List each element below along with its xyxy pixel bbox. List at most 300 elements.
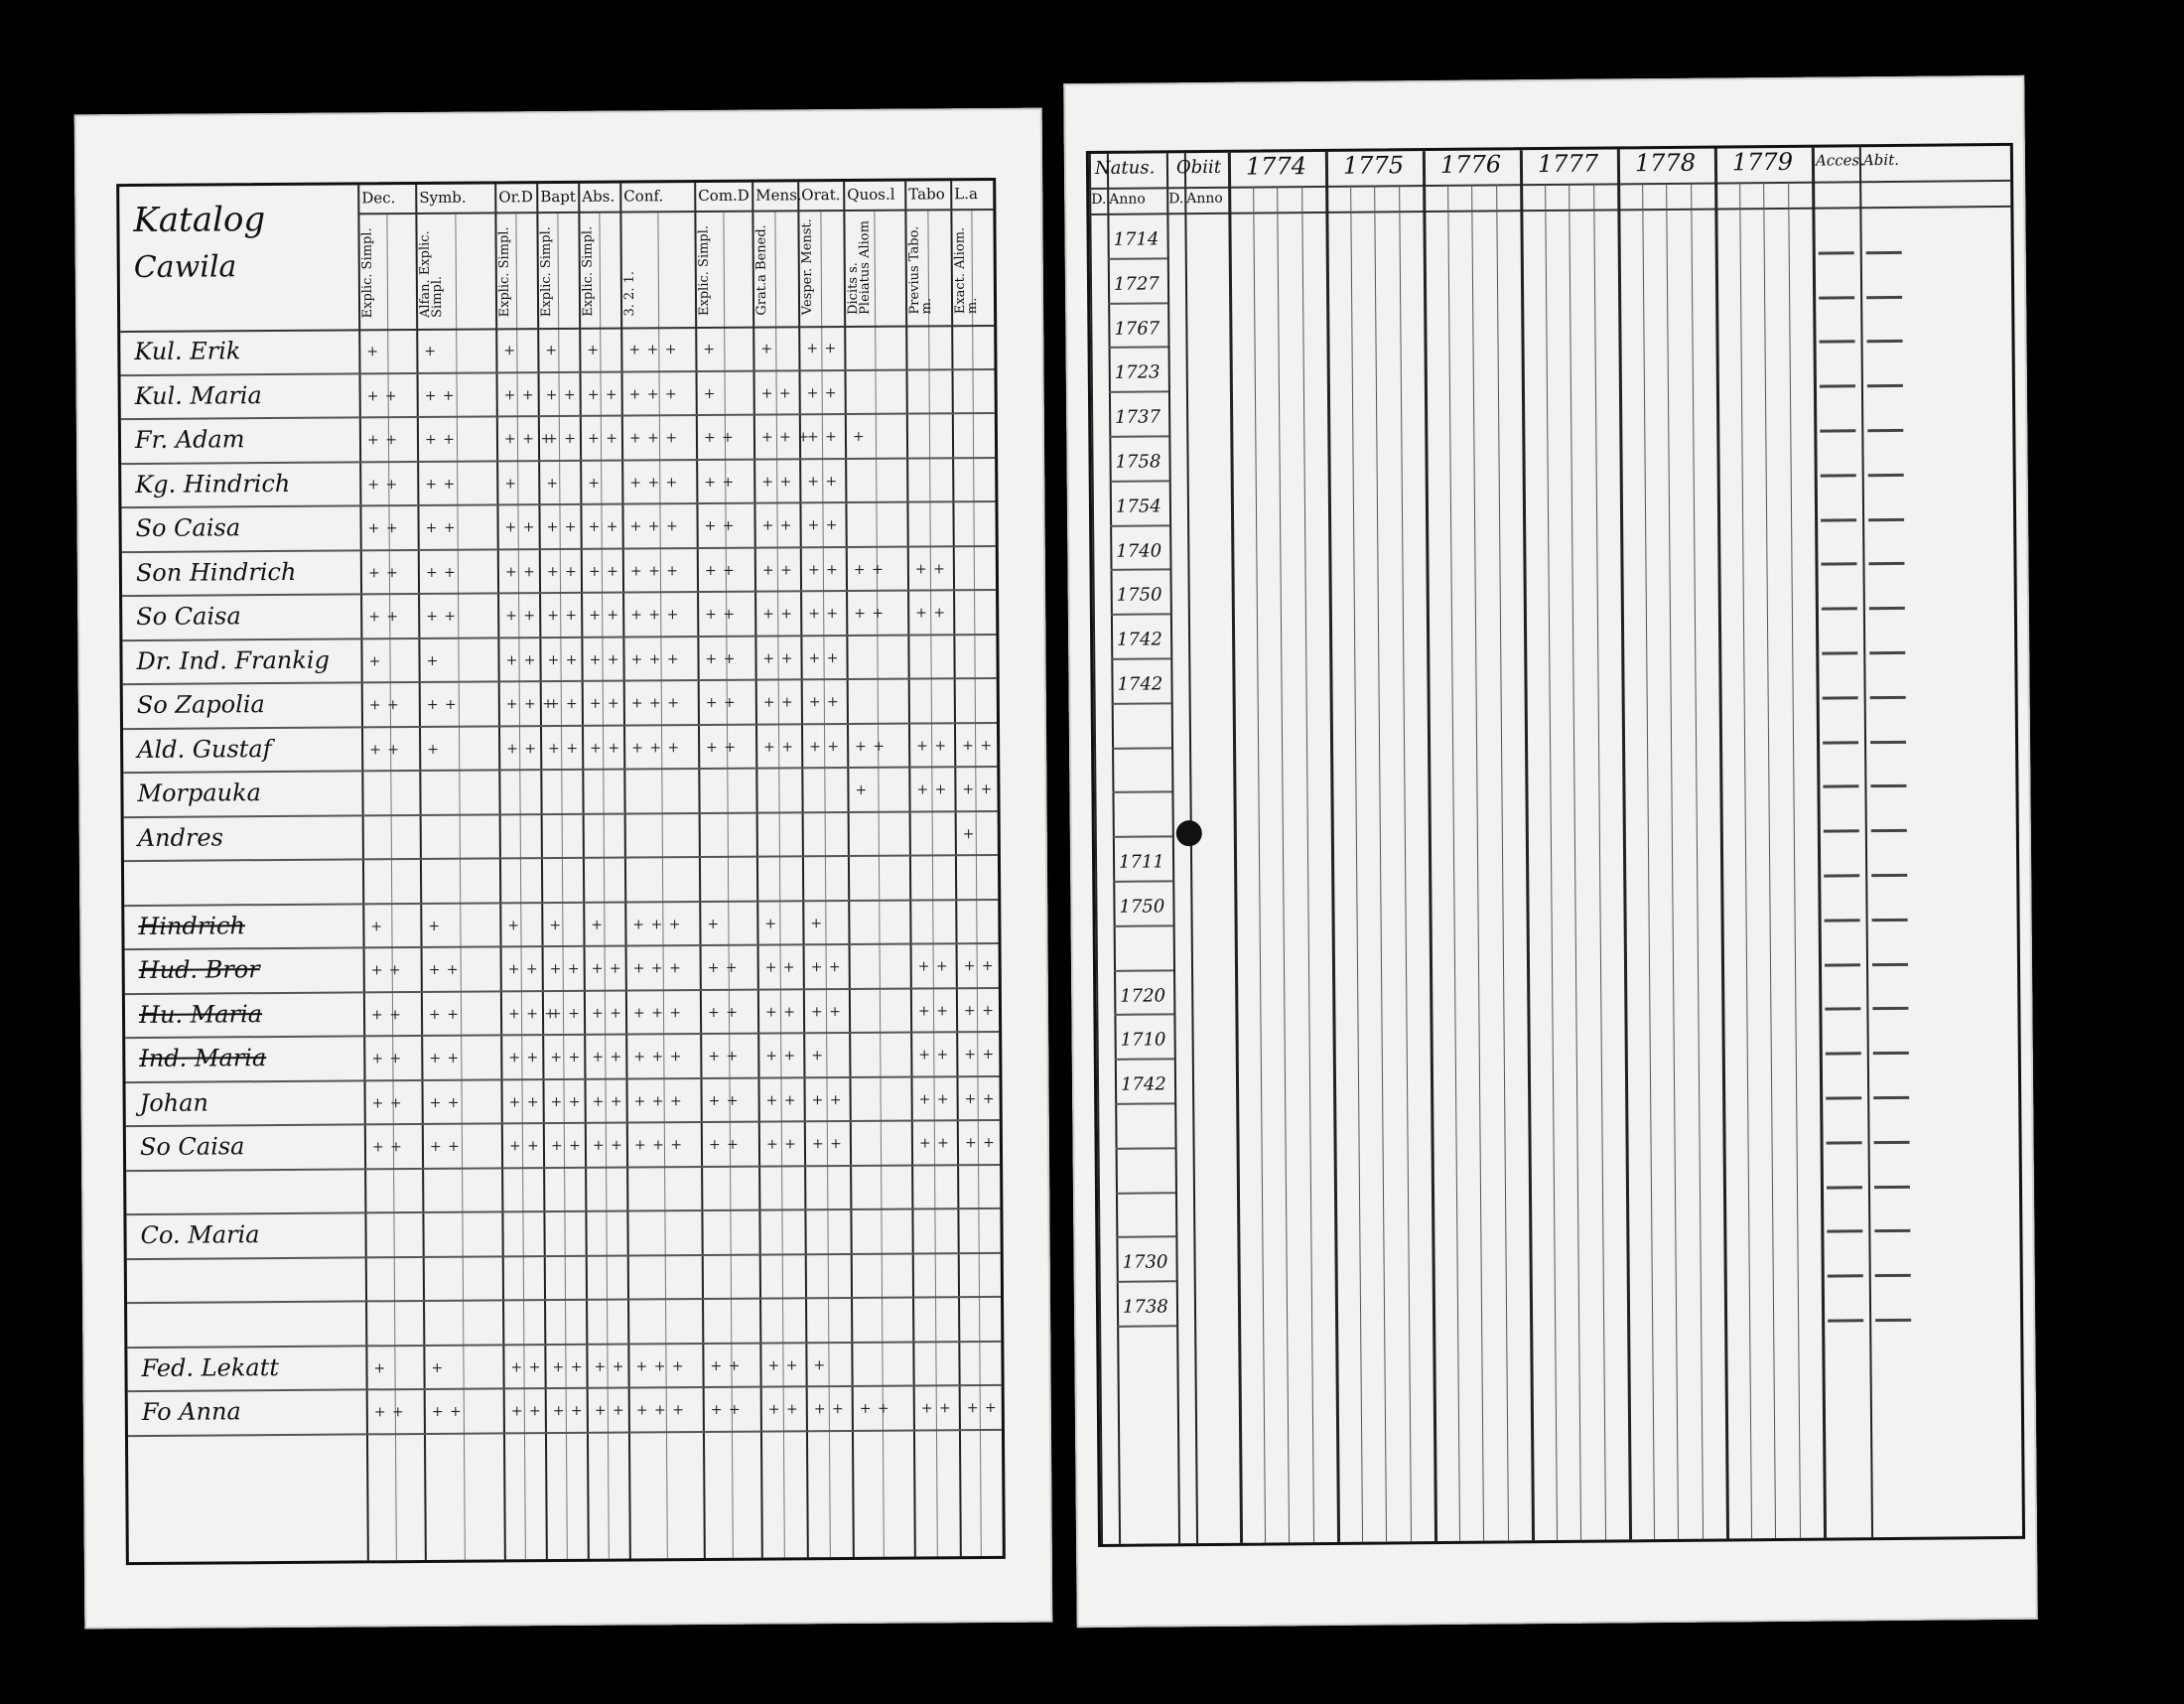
header-obiit: Obiit bbox=[1175, 156, 1222, 179]
tick-mark: + bbox=[546, 475, 560, 492]
birth-year: 1738 bbox=[1122, 1296, 1168, 1318]
row-rule bbox=[1823, 741, 1858, 744]
birth-year: 1711 bbox=[1118, 851, 1164, 873]
row-rule bbox=[1868, 474, 1904, 477]
year-header: 1775 bbox=[1342, 151, 1405, 180]
tick-mark: + bbox=[427, 741, 440, 758]
tick-mark: + + bbox=[371, 1139, 403, 1156]
tick-mark: + + bbox=[854, 605, 886, 622]
tick-mark: + + bbox=[591, 960, 622, 977]
person-name: Andres bbox=[137, 822, 224, 852]
left-page bbox=[74, 108, 1053, 1630]
row-rule bbox=[1822, 607, 1857, 610]
row-rule bbox=[1112, 747, 1171, 750]
row-rule bbox=[1875, 1274, 1911, 1277]
tick-mark: + bbox=[813, 1356, 827, 1373]
row-rule bbox=[1112, 702, 1171, 705]
row-rule bbox=[1868, 517, 1904, 520]
row-rule bbox=[1870, 784, 1906, 787]
tick-mark: + + bbox=[510, 1358, 542, 1375]
year-divider bbox=[1520, 150, 1535, 1540]
tick-mark: + + bbox=[964, 1090, 996, 1107]
year-subdivider bbox=[1763, 182, 1776, 1538]
tick-mark: + + bbox=[504, 519, 536, 536]
subheader-mens: Grat.a Bened. bbox=[753, 224, 770, 316]
row-rule bbox=[1871, 829, 1907, 832]
tick-mark: + + bbox=[764, 1003, 796, 1021]
person-name: Morpauka bbox=[137, 779, 262, 807]
tick-mark: + + + bbox=[629, 562, 680, 580]
row-rule bbox=[1866, 251, 1902, 254]
tick-mark: + + bbox=[707, 1004, 739, 1021]
row-rule bbox=[1113, 880, 1172, 883]
header-mens: Mens. bbox=[755, 186, 802, 205]
tick-mark: + + bbox=[549, 960, 581, 978]
tick-mark: + + bbox=[808, 694, 840, 711]
year-subdivider bbox=[1569, 184, 1581, 1540]
tick-mark: + + + bbox=[633, 1049, 683, 1065]
row-rule bbox=[1871, 874, 1907, 877]
person-name: Hud. Bror bbox=[138, 955, 260, 984]
tick-mark: + + bbox=[708, 1136, 740, 1153]
person-name: Ald. Gustaf bbox=[137, 734, 272, 764]
tick-mark: + + + bbox=[507, 1005, 558, 1022]
year-subdivider bbox=[1788, 182, 1801, 1538]
tick-mark: + + bbox=[429, 1138, 461, 1155]
year-subdivider bbox=[1277, 186, 1290, 1542]
tick-mark: + + + bbox=[631, 739, 681, 757]
row-rule bbox=[1874, 1141, 1910, 1144]
tick-mark: + + bbox=[916, 781, 948, 798]
row-rule bbox=[1870, 696, 1906, 699]
row-rule bbox=[1116, 1236, 1175, 1239]
year-subdivider bbox=[1496, 184, 1509, 1540]
subheader-dec: Explic. Simpl. bbox=[359, 227, 376, 319]
tick-mark: + + bbox=[705, 606, 737, 623]
tick-mark: + + bbox=[426, 696, 458, 713]
tick-mark: + + bbox=[808, 606, 840, 623]
year-subdivider bbox=[1374, 186, 1387, 1542]
header-quos: Quos.l bbox=[847, 185, 895, 204]
tick-mark: + + bbox=[550, 1049, 582, 1066]
person-name: Hu. Maria bbox=[138, 999, 263, 1029]
tick-mark: + + bbox=[505, 608, 537, 625]
tick-mark: + bbox=[588, 475, 602, 492]
row-rule bbox=[1866, 295, 1902, 298]
tick-mark: + + bbox=[591, 1005, 622, 1022]
row-rule bbox=[1109, 435, 1168, 438]
tick-mark: + + bbox=[545, 430, 577, 448]
tick-mark: + bbox=[373, 1359, 387, 1376]
birth-year: 1737 bbox=[1115, 406, 1161, 428]
row-rule bbox=[1821, 474, 1856, 477]
tick-mark: + + bbox=[589, 607, 620, 624]
birth-year: 1727 bbox=[1113, 273, 1160, 295]
person-name: Ind. Maria bbox=[139, 1044, 267, 1072]
row-rule bbox=[1825, 919, 1860, 922]
header-d: D. bbox=[1091, 191, 1107, 209]
tick-mark: + + bbox=[855, 738, 887, 755]
column-divider bbox=[1166, 153, 1180, 1543]
row-rule bbox=[1867, 429, 1903, 432]
tick-mark: + bbox=[368, 652, 382, 669]
person-name: So Zapolia bbox=[136, 690, 265, 719]
subheader-com-d: Explic. Simpl. bbox=[696, 224, 713, 317]
tick-mark: + + bbox=[428, 961, 460, 978]
tick-mark: + + bbox=[765, 1136, 797, 1153]
row-rule bbox=[1874, 1185, 1910, 1188]
column-divider bbox=[1184, 153, 1198, 1543]
tick-mark: + + bbox=[811, 1136, 843, 1153]
header-anno2: Anno bbox=[1186, 190, 1223, 208]
year-header: 1778 bbox=[1634, 148, 1697, 178]
subheader-abs: Explic. Simpl. bbox=[580, 225, 597, 317]
birth-year: 1758 bbox=[1115, 451, 1161, 473]
year-subdivider bbox=[1399, 185, 1412, 1541]
row-rule bbox=[1821, 518, 1856, 521]
subheader-quos: Dicits s. Pleiatus Aliom bbox=[845, 220, 874, 315]
tick-mark: + bbox=[703, 385, 717, 402]
tick-mark: + + bbox=[507, 961, 539, 978]
year-subdivider bbox=[1447, 185, 1460, 1541]
tick-mark: + + + bbox=[632, 1004, 683, 1022]
tick-mark: + bbox=[591, 917, 605, 933]
header-anno: Anno bbox=[1109, 191, 1146, 208]
tick-mark: + + bbox=[548, 740, 580, 757]
tick-mark: + + bbox=[594, 1402, 625, 1419]
tick-mark: + + bbox=[366, 387, 398, 404]
tick-mark: + + bbox=[594, 1358, 625, 1375]
birth-year: 1754 bbox=[1115, 496, 1161, 517]
tick-mark: + + bbox=[703, 429, 735, 447]
birth-year: 1714 bbox=[1113, 228, 1160, 250]
tick-mark: + + bbox=[807, 561, 839, 578]
tick-mark: + + bbox=[704, 562, 736, 579]
tick-mark: + + bbox=[545, 386, 577, 403]
tick-mark: + + bbox=[705, 650, 737, 667]
column-divider bbox=[950, 181, 962, 1556]
tick-mark: + + bbox=[706, 739, 738, 756]
tick-mark: + + bbox=[550, 1093, 582, 1110]
tick-mark: + + bbox=[547, 607, 579, 625]
tick-mark: + + bbox=[424, 387, 456, 404]
tick-mark: + + bbox=[549, 1005, 581, 1022]
row-rule bbox=[1867, 340, 1903, 343]
tick-mark: + + bbox=[964, 1134, 996, 1152]
tick-mark: + bbox=[760, 341, 774, 357]
right-page bbox=[1063, 75, 2038, 1628]
row-rule bbox=[1114, 1014, 1173, 1017]
tick-mark: + bbox=[504, 475, 518, 492]
tick-mark: + + bbox=[550, 1137, 582, 1155]
tick-mark: + bbox=[852, 428, 866, 445]
person-name: Johan bbox=[139, 1088, 209, 1117]
row-rule bbox=[1111, 614, 1170, 617]
tick-mark: + + bbox=[590, 740, 621, 757]
tick-mark: + + bbox=[367, 564, 399, 581]
header-bapt: Bapt bbox=[540, 187, 576, 207]
tick-mark: + + bbox=[367, 520, 399, 537]
person-name: So Caisa bbox=[135, 513, 241, 542]
tick-mark: + + bbox=[546, 518, 578, 536]
tick-mark: + + bbox=[914, 560, 946, 578]
tick-mark: + + bbox=[371, 1094, 403, 1111]
tick-mark: + + bbox=[767, 1401, 799, 1418]
row-rule bbox=[1819, 251, 1854, 254]
birth-year: 1742 bbox=[1120, 1073, 1166, 1095]
tick-mark: + + bbox=[369, 741, 401, 758]
tick-mark: + + bbox=[708, 1092, 740, 1109]
row-rule bbox=[1826, 1052, 1861, 1055]
tick-mark: + + bbox=[915, 605, 947, 622]
year-subdivider bbox=[1471, 185, 1484, 1541]
catalog-title: Katalog bbox=[133, 200, 266, 241]
tick-mark: + + bbox=[963, 957, 995, 975]
tick-mark: + + bbox=[368, 697, 400, 714]
birth-year: 1742 bbox=[1117, 629, 1163, 650]
tick-mark: + + bbox=[426, 608, 458, 625]
row-rule bbox=[1115, 1059, 1174, 1062]
birth-year: 1750 bbox=[1116, 584, 1162, 607]
tick-mark: + + + bbox=[630, 650, 680, 668]
tick-mark: + + bbox=[762, 649, 794, 667]
tick-mark: + + bbox=[592, 1049, 623, 1065]
left-register-grid bbox=[116, 178, 1006, 1565]
tick-mark: + bbox=[707, 916, 721, 932]
row-rule bbox=[1111, 657, 1170, 660]
tick-mark: + + bbox=[429, 1050, 461, 1066]
row-rule bbox=[1110, 524, 1169, 527]
person-name: Co. Maria bbox=[140, 1220, 260, 1249]
year-subdivider bbox=[1642, 183, 1655, 1539]
tick-mark: + bbox=[431, 1359, 445, 1376]
year-divider bbox=[1714, 149, 1729, 1539]
tick-mark: + + bbox=[765, 1091, 797, 1109]
year-subdivider bbox=[1301, 186, 1314, 1542]
tick-mark: + + bbox=[813, 1401, 845, 1418]
tick-mark: + + bbox=[916, 737, 948, 755]
row-rule bbox=[1870, 740, 1906, 743]
row-rule bbox=[1828, 1274, 1863, 1277]
tick-mark: + + bbox=[587, 430, 618, 447]
row-rule bbox=[1872, 1007, 1908, 1010]
tick-mark: + + bbox=[808, 649, 840, 666]
tick-mark: + + bbox=[763, 738, 795, 756]
tick-mark: + + + bbox=[632, 916, 682, 933]
tick-mark: + bbox=[703, 341, 717, 358]
tick-mark: + + bbox=[963, 1002, 995, 1019]
row-rule bbox=[1824, 874, 1859, 877]
tick-mark: + bbox=[545, 343, 559, 359]
year-divider bbox=[1325, 152, 1340, 1542]
tick-mark: + + bbox=[425, 519, 457, 536]
tick-mark: + + bbox=[918, 1090, 950, 1108]
tick-mark: + + bbox=[762, 606, 794, 623]
tick-mark: + bbox=[366, 344, 380, 360]
tick-mark: + + bbox=[761, 517, 793, 534]
row-rule bbox=[1869, 651, 1905, 654]
row-rule bbox=[1109, 347, 1168, 350]
header-d2: D. bbox=[1168, 191, 1184, 208]
row-rule bbox=[1820, 341, 1855, 344]
tick-mark: + + bbox=[589, 651, 620, 668]
header-or-d: Or.D bbox=[498, 188, 533, 207]
tick-mark: + + bbox=[431, 1403, 463, 1420]
tick-mark: + + bbox=[767, 1356, 799, 1374]
row-rule bbox=[1112, 791, 1171, 794]
tick-mark: + + bbox=[704, 474, 736, 491]
tick-mark: + + bbox=[428, 1006, 460, 1023]
row-rule bbox=[1113, 836, 1172, 839]
row-rule bbox=[1826, 1096, 1861, 1099]
row-rule bbox=[1116, 1192, 1175, 1195]
tick-mark: + + bbox=[503, 386, 535, 403]
tick-mark: + + bbox=[811, 1091, 843, 1108]
row-rule bbox=[1116, 1147, 1175, 1150]
tick-mark: + + bbox=[424, 431, 456, 448]
header-rule bbox=[357, 209, 993, 214]
tick-mark: + bbox=[811, 1048, 825, 1065]
tick-mark: + + + bbox=[628, 342, 678, 358]
year-header: 1776 bbox=[1439, 150, 1502, 179]
person-name: Son Hindrich bbox=[135, 557, 297, 587]
tick-mark: + + bbox=[592, 1137, 623, 1154]
birth-year: 1740 bbox=[1116, 540, 1162, 562]
tick-mark: + + bbox=[425, 476, 457, 493]
header-tabo: Tabo bbox=[908, 185, 945, 204]
row-rule bbox=[1115, 1102, 1174, 1105]
row-rule bbox=[1872, 962, 1908, 965]
ink-blot bbox=[1176, 820, 1202, 846]
year-divider bbox=[1812, 148, 1827, 1538]
tick-mark: + + bbox=[705, 694, 737, 711]
row-rule bbox=[1819, 296, 1854, 299]
person-name: Fo Anna bbox=[141, 1397, 241, 1426]
tick-mark: + + bbox=[962, 781, 994, 798]
tick-mark: + + + bbox=[629, 518, 679, 535]
header-dec: Dec. bbox=[361, 189, 396, 208]
tick-mark: + bbox=[587, 342, 601, 358]
birth-year: 1767 bbox=[1114, 318, 1160, 340]
person-name: Fed. Lekatt bbox=[141, 1352, 280, 1382]
column-divider bbox=[904, 182, 916, 1557]
tick-mark: + + bbox=[508, 1138, 540, 1155]
tick-mark: + + bbox=[589, 695, 620, 712]
tick-mark: + + bbox=[708, 1048, 740, 1065]
tick-mark: + + bbox=[704, 517, 736, 534]
year-header: 1774 bbox=[1245, 152, 1307, 181]
person-name: Hindrich bbox=[138, 911, 245, 940]
row-rule bbox=[1117, 1280, 1176, 1283]
subheader-tabo: Previus Tabo. m. bbox=[906, 225, 935, 315]
row-rule bbox=[1868, 562, 1904, 565]
row-rule bbox=[1867, 384, 1903, 387]
year-subdivider bbox=[1545, 184, 1558, 1540]
row-rule bbox=[1874, 1229, 1910, 1232]
tick-mark: + + + bbox=[633, 1137, 684, 1154]
row-rule bbox=[1822, 651, 1857, 654]
row-rule bbox=[1114, 924, 1173, 927]
row-rule bbox=[1820, 384, 1855, 387]
year-divider bbox=[1228, 153, 1243, 1543]
column-divider bbox=[1089, 154, 1103, 1544]
tick-mark: + + bbox=[552, 1358, 584, 1375]
person-name: Kg. Hindrich bbox=[135, 469, 291, 498]
year-divider bbox=[1423, 151, 1437, 1541]
header-la: L.a bbox=[954, 185, 979, 204]
year-subdivider bbox=[1666, 183, 1679, 1539]
year-header: 1777 bbox=[1537, 149, 1599, 179]
row-rule bbox=[1825, 963, 1860, 966]
row-rule bbox=[1872, 919, 1908, 922]
tick-mark: + + + bbox=[760, 429, 811, 446]
tick-mark: + + bbox=[810, 1003, 842, 1020]
column-divider bbox=[843, 182, 855, 1557]
subheader-conf: 3. 2. 1. bbox=[621, 270, 638, 317]
tick-mark: + + + bbox=[505, 696, 555, 713]
tick-mark: + + bbox=[587, 386, 618, 403]
person-name: So Caisa bbox=[136, 602, 241, 631]
birth-year: 1750 bbox=[1119, 896, 1165, 918]
row-rule bbox=[1873, 1096, 1909, 1099]
row-rule bbox=[1110, 480, 1169, 483]
birth-year: 1720 bbox=[1120, 984, 1166, 1007]
tick-mark: + bbox=[549, 917, 563, 933]
birth-year: 1723 bbox=[1114, 361, 1160, 384]
tick-mark: + + bbox=[370, 1006, 403, 1023]
tick-mark: + + bbox=[964, 1046, 996, 1064]
tick-mark: + bbox=[507, 917, 521, 933]
tick-mark: + + bbox=[917, 958, 949, 975]
row-rule bbox=[1827, 1141, 1862, 1144]
tick-mark: + + + bbox=[630, 607, 680, 624]
tick-mark: + + bbox=[765, 1048, 797, 1065]
header-symb: Symb. bbox=[419, 188, 467, 207]
person-name: Dr. Ind. Frankig bbox=[136, 645, 330, 675]
tick-mark: + + bbox=[710, 1401, 742, 1418]
tick-mark: + bbox=[426, 652, 440, 669]
tick-mark: + + + bbox=[632, 960, 682, 977]
row-rule bbox=[1821, 563, 1856, 566]
tick-mark: + + bbox=[966, 1399, 998, 1417]
header-orat: Orat. bbox=[801, 186, 841, 205]
tick-mark: + + bbox=[806, 384, 838, 401]
tick-mark: + + bbox=[807, 517, 839, 534]
row-rule bbox=[1875, 1319, 1911, 1322]
tick-mark: + + + bbox=[635, 1357, 685, 1375]
row-rule bbox=[1117, 1325, 1176, 1328]
tick-mark: + bbox=[855, 781, 869, 798]
year-subdivider bbox=[1593, 184, 1606, 1540]
tick-mark: + + bbox=[806, 341, 838, 357]
tick-mark: + bbox=[810, 915, 824, 931]
row-rule bbox=[1108, 257, 1167, 260]
row-rule bbox=[1827, 1186, 1862, 1189]
tick-mark: + + bbox=[917, 1002, 949, 1020]
subheader-or-d: Explic. Simpl. bbox=[496, 226, 513, 318]
tick-mark: + + + bbox=[635, 1402, 685, 1419]
birth-year: 1730 bbox=[1122, 1251, 1168, 1274]
row-rule bbox=[1873, 1052, 1909, 1055]
header-abs: Abs. bbox=[582, 187, 615, 206]
header-com-d: Com.D bbox=[698, 186, 750, 206]
row-rule bbox=[1828, 1319, 1863, 1322]
person-name: So Caisa bbox=[139, 1132, 245, 1161]
header-abiit: Abit. bbox=[1862, 150, 1900, 170]
tick-mark: + + + bbox=[633, 1092, 683, 1110]
tick-mark: + bbox=[962, 825, 976, 842]
tick-mark: + + bbox=[853, 561, 885, 578]
